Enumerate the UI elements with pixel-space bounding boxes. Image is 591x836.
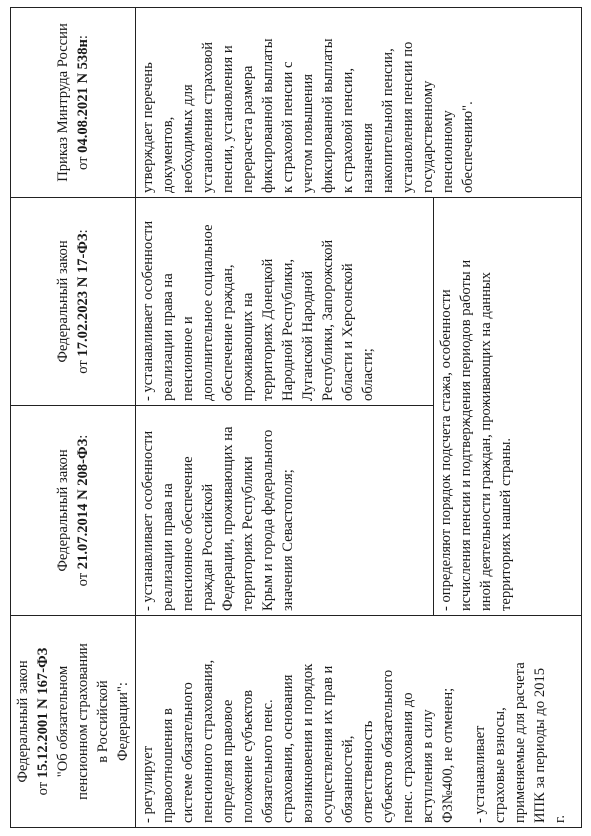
law-number: 15.12.2001 N 167-ФЗ xyxy=(35,647,51,779)
col3-body-cell: - устанавливает особенности реализации права на пенсионное и дополнительное социальное обеспечение граждан, проживающих на территориях Донецкой Народной Республики, Луганской Народной Республики, Запорожской области и Херсонской области; xyxy=(136,198,434,406)
law-number: 21.07.2014 N 208-ФЗ xyxy=(75,438,91,570)
header-row xyxy=(11,8,136,828)
header-cell-order-538n: Приказ Минтруда России от 04.08.2021 N 538н: xyxy=(11,8,136,198)
col2-body-cell: - устанавливает особенности реализации права на пенсионное обеспечение граждан Российской Федерации, проживающих на территориях Республики Крым и города федерального значения Севастополя; xyxy=(136,406,434,616)
body-row-top xyxy=(136,8,434,828)
header-cell-fz-17: Федеральный закон от 17.02.2023 N 17-ФЗ: xyxy=(11,198,136,406)
law-number: 04.08.2021 N 538н xyxy=(75,39,91,153)
law-number: 17.02.2023 N 17-ФЗ xyxy=(75,233,91,357)
merged-body-cell: - определяют порядок подсчета стажа, особенности исчисления пенсии и подтверждения периодов работы и иной деятельности граждан, проживающих на данных территориях нашей страны. xyxy=(434,198,582,616)
laws-table xyxy=(10,7,582,828)
header-cell-fz-208: Федеральный закон от 21.07.2014 N 208-ФЗ: xyxy=(11,406,136,616)
header-cell-fz-167: Федеральный закон от 15.12.2001 N 167-ФЗ "Об обязательном пенсионном страховании в Российской Федерации": xyxy=(11,616,136,828)
col4-body-cell: утверждает перечень документов, необходимых для установления страховой пенсии, установления и перерасчета размера фиксированной выплаты к страховой пенсии с учетом повышения фиксированной выплаты к страховой пенсии, назначения накопительной пенсии, установления пенсии по государственному пенсионному обеспечению". xyxy=(136,8,582,198)
col1-body-cell: - регулирует правоотношения в системе обязательного пенсионного страхования, определяя правовое положение субъектов обязательного пенс. страхования, основания возникновения и порядок осуществления их прав и обязанностей, ответственность субъектов обязательного пенс. страхования до вступления в силу ФЗ№400, не отменен; - устанавливает страховые взносы, применяемые для расчета ИПК за периоды до 2015 г. xyxy=(136,616,582,828)
